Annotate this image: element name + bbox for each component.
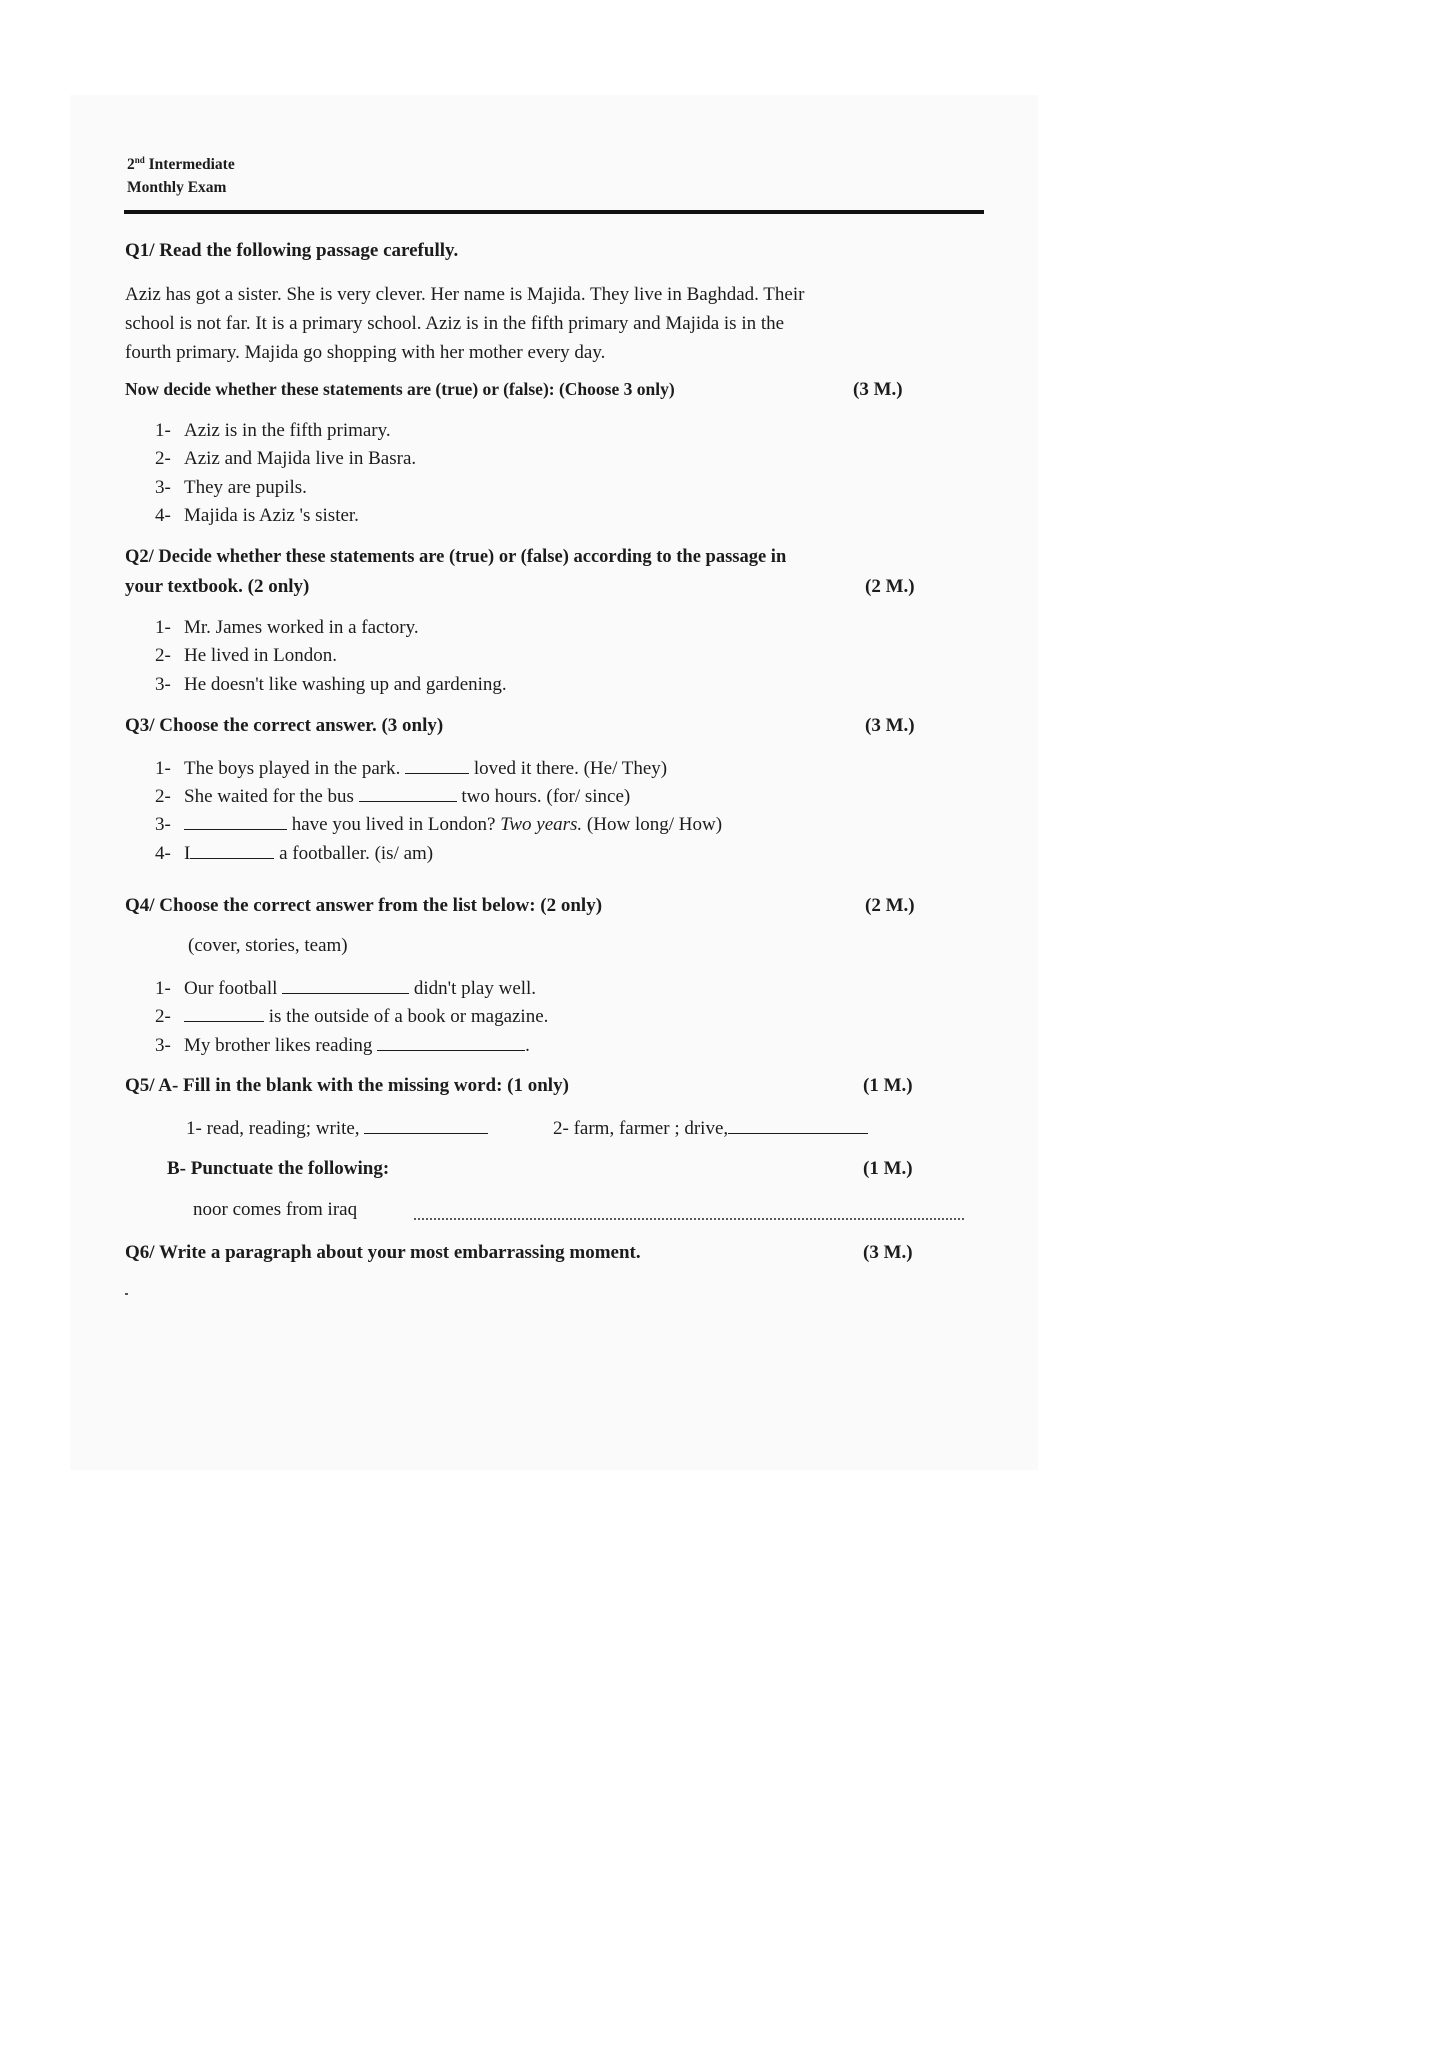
q1-title: Q1/ Read the following passage carefully.: [125, 240, 459, 261]
grade-word: Intermediate: [148, 156, 235, 174]
q6-marks: (3 M.): [863, 1242, 913, 1263]
q4-word-list: (cover, stories, team): [188, 935, 348, 956]
q3-item-2: 2- She waited for the bus two hours. (for/ since): [155, 786, 631, 807]
q4-marks: (2 M.): [865, 895, 915, 916]
q3-item-4: 4- I a footballer. (is/ am): [155, 843, 434, 864]
q1-item-3: 3- They are pupils.: [155, 477, 307, 498]
exam-type: Monthly Exam: [127, 179, 227, 196]
q3-title: Q3/ Choose the correct answer. (3 only): [125, 715, 444, 736]
punctuation-answer-line[interactable]: [413, 1218, 966, 1220]
q1-instruction: Now decide whether these statements are (true) or (false): (Choose 3 only): [125, 379, 675, 399]
q1-passage-line-1: Aziz has got a sister. She is very clever. Her name is Majida. They live in Baghdad. Their: [125, 284, 805, 305]
q1-item-4: 4- Majida is Aziz 's sister.: [155, 505, 359, 526]
q1-passage-line-2: school is not far. It is a primary school. Aziz is in the fifth primary and Majida is in the: [125, 313, 785, 334]
answer-blank[interactable]: [282, 977, 409, 994]
grade-number: 2: [127, 156, 135, 174]
q5-b-sentence: noor comes from iraq: [193, 1199, 358, 1220]
q4-item-1: 1- Our football didn't play well.: [155, 978, 537, 999]
header-divider: [124, 210, 984, 214]
q2-title-line-1: Q2/ Decide whether these statements are (true) or (false) according to the passage in: [125, 547, 787, 567]
q3-item-1: 1- The boys played in the park. loved it there. (He/ They): [155, 758, 668, 779]
answer-blank[interactable]: [377, 1034, 525, 1051]
q3-item-3: 3- have you lived in London? Two years. (How long/ How): [155, 814, 723, 835]
q2-marks: (2 M.): [865, 576, 915, 597]
q5-marks-b: (1 M.): [863, 1158, 913, 1179]
q2-title-line-2: your textbook. (2 only): [125, 576, 310, 597]
q5-marks-a: (1 M.): [863, 1075, 913, 1096]
answer-blank[interactable]: [184, 813, 287, 830]
q4-title: Q4/ Choose the correct answer from the list below: (2 only): [125, 895, 603, 916]
answer-blank[interactable]: [364, 1117, 488, 1134]
q5-title: Q5/ A- Fill in the blank with the missing word: (1 only): [125, 1075, 569, 1096]
q2-item-3: 3- He doesn't like washing up and gardening.: [155, 674, 507, 695]
q1-marks: (3 M.): [853, 379, 903, 400]
q2-item-2: 2- He lived in London.: [155, 645, 338, 666]
grade-suffix: nd: [134, 155, 145, 165]
q4-item-2: 2- is the outside of a book or magazine.: [155, 1006, 549, 1027]
answer-blank[interactable]: [359, 785, 457, 802]
answer-blank[interactable]: [728, 1117, 868, 1134]
q1-passage-line-3: fourth primary. Majida go shopping with her mother every day.: [125, 342, 606, 363]
answer-blank[interactable]: [190, 842, 274, 859]
answer-blank[interactable]: [184, 1005, 264, 1022]
q1-item-2: 2- Aziz and Majida live in Basra.: [155, 448, 417, 469]
answer-blank[interactable]: [405, 757, 469, 774]
q5-b-title: B- Punctuate the following:: [167, 1158, 390, 1179]
q1-item-1: 1- Aziz is in the fifth primary.: [155, 420, 391, 441]
q5-item-2: 2- farm, farmer ; drive,: [553, 1117, 868, 1140]
grade-line: [127, 155, 235, 174]
q2-item-1: 1- Mr. James worked in a factory.: [155, 617, 419, 638]
stray-mark: [125, 1293, 128, 1295]
q4-item-3: 3- My brother likes reading .: [155, 1035, 530, 1056]
q5-item-1: 1- read, reading; write,: [186, 1117, 488, 1140]
q3-marks: (3 M.): [865, 715, 915, 736]
q6-title: Q6/ Write a paragraph about your most embarrassing moment.: [125, 1242, 641, 1263]
